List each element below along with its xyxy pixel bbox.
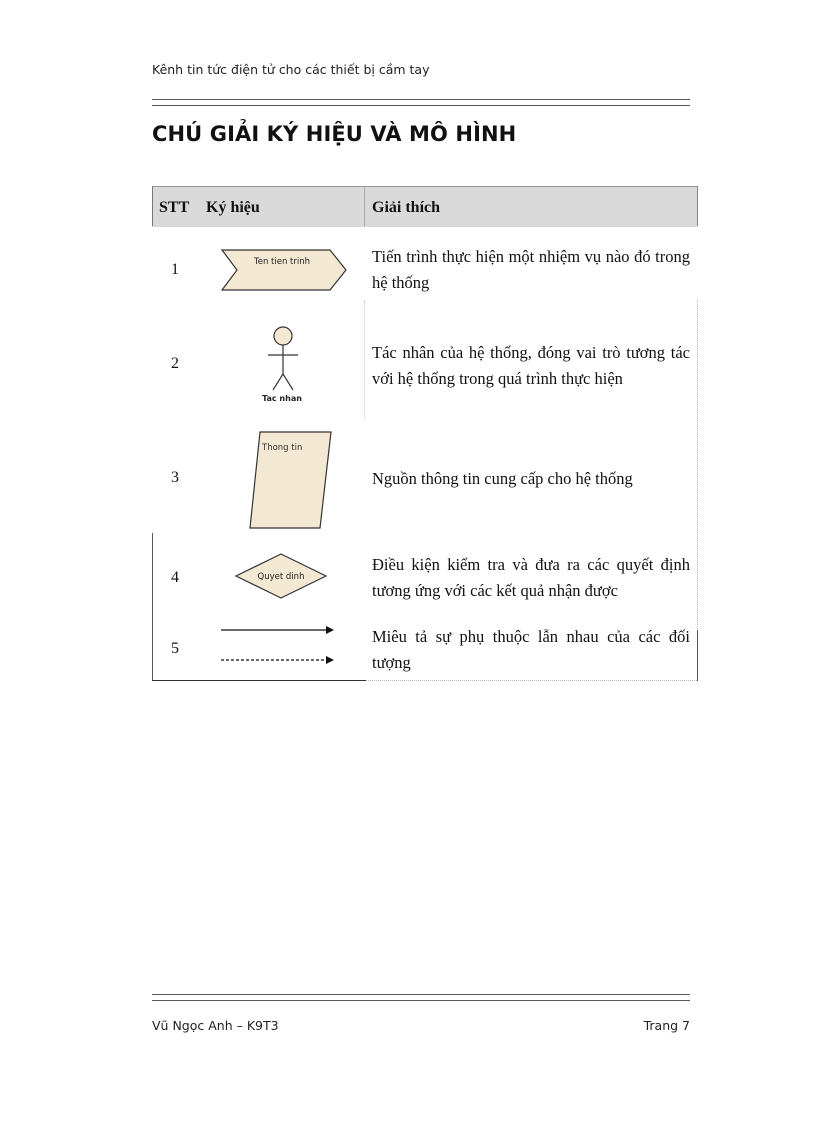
row-description: Điều kiện kiểm tra và đưa ra các quyết định tương ứng với các kết quả nhận được — [372, 555, 690, 600]
actor-stick-figure-icon — [258, 322, 308, 404]
row-description: Tiến trình thực hiện một nhiệm vụ nào đó trong hệ thống — [372, 247, 690, 292]
table-border-right — [697, 300, 698, 681]
row-description: Nguồn thông tin cung cấp cho hệ thống — [372, 469, 633, 488]
table-border-left-head — [152, 186, 153, 226]
symbol-label: Quyet dinh — [257, 572, 305, 582]
table-border-right-head — [697, 186, 698, 226]
row-number: 3 — [171, 469, 179, 486]
column-header-symbol: Ký hiệu — [206, 199, 260, 216]
column-header-stt: STT — [159, 199, 190, 216]
dependency-arrows-icon — [218, 622, 340, 670]
page-number: Trang 7 — [643, 1018, 690, 1033]
row-number: 1 — [171, 261, 179, 278]
solid-arrowhead — [326, 626, 334, 634]
row-description: Miêu tả sự phụ thuộc lẫn nhau của các đối tượng — [372, 627, 690, 672]
dashed-arrowhead — [326, 656, 334, 664]
symbol-label: Thong tin — [262, 443, 303, 453]
footer-rule-top — [152, 994, 690, 995]
row-description: Tác nhân của hệ thống, đóng vai trò tương tác với hệ thống trong quá trình thực hiện — [372, 343, 690, 388]
table-bottom-rule-dotted — [366, 680, 697, 681]
row-number: 5 — [171, 640, 179, 657]
header-rule-bottom — [152, 105, 690, 106]
row-number: 4 — [171, 569, 179, 586]
page-header: Kênh tin tức điện tử cho các thiết bị cầm tay — [152, 62, 430, 77]
table-border-right-bottom — [697, 630, 698, 681]
table-bottom-rule — [152, 680, 366, 681]
column-header-description: Giải thích — [372, 199, 441, 216]
section-title: CHÚ GIẢI KÝ HIỆU VÀ MÔ HÌNH — [152, 122, 517, 146]
data-parallelogram-icon — [247, 428, 337, 532]
footer-author: Vũ Ngọc Anh – K9T3 — [152, 1018, 279, 1033]
table-border-left — [152, 533, 153, 681]
footer-rule-bottom — [152, 1000, 690, 1001]
row-number: 2 — [171, 355, 179, 372]
table-divider-head — [364, 186, 365, 226]
header-rule-top — [152, 99, 690, 100]
table-divider — [364, 300, 365, 420]
decision-diamond-icon — [232, 551, 330, 601]
symbol-label: Ten tien trinh — [253, 257, 311, 267]
process-chevron-icon — [219, 245, 351, 295]
symbol-label: Tac nhan — [262, 394, 302, 403]
